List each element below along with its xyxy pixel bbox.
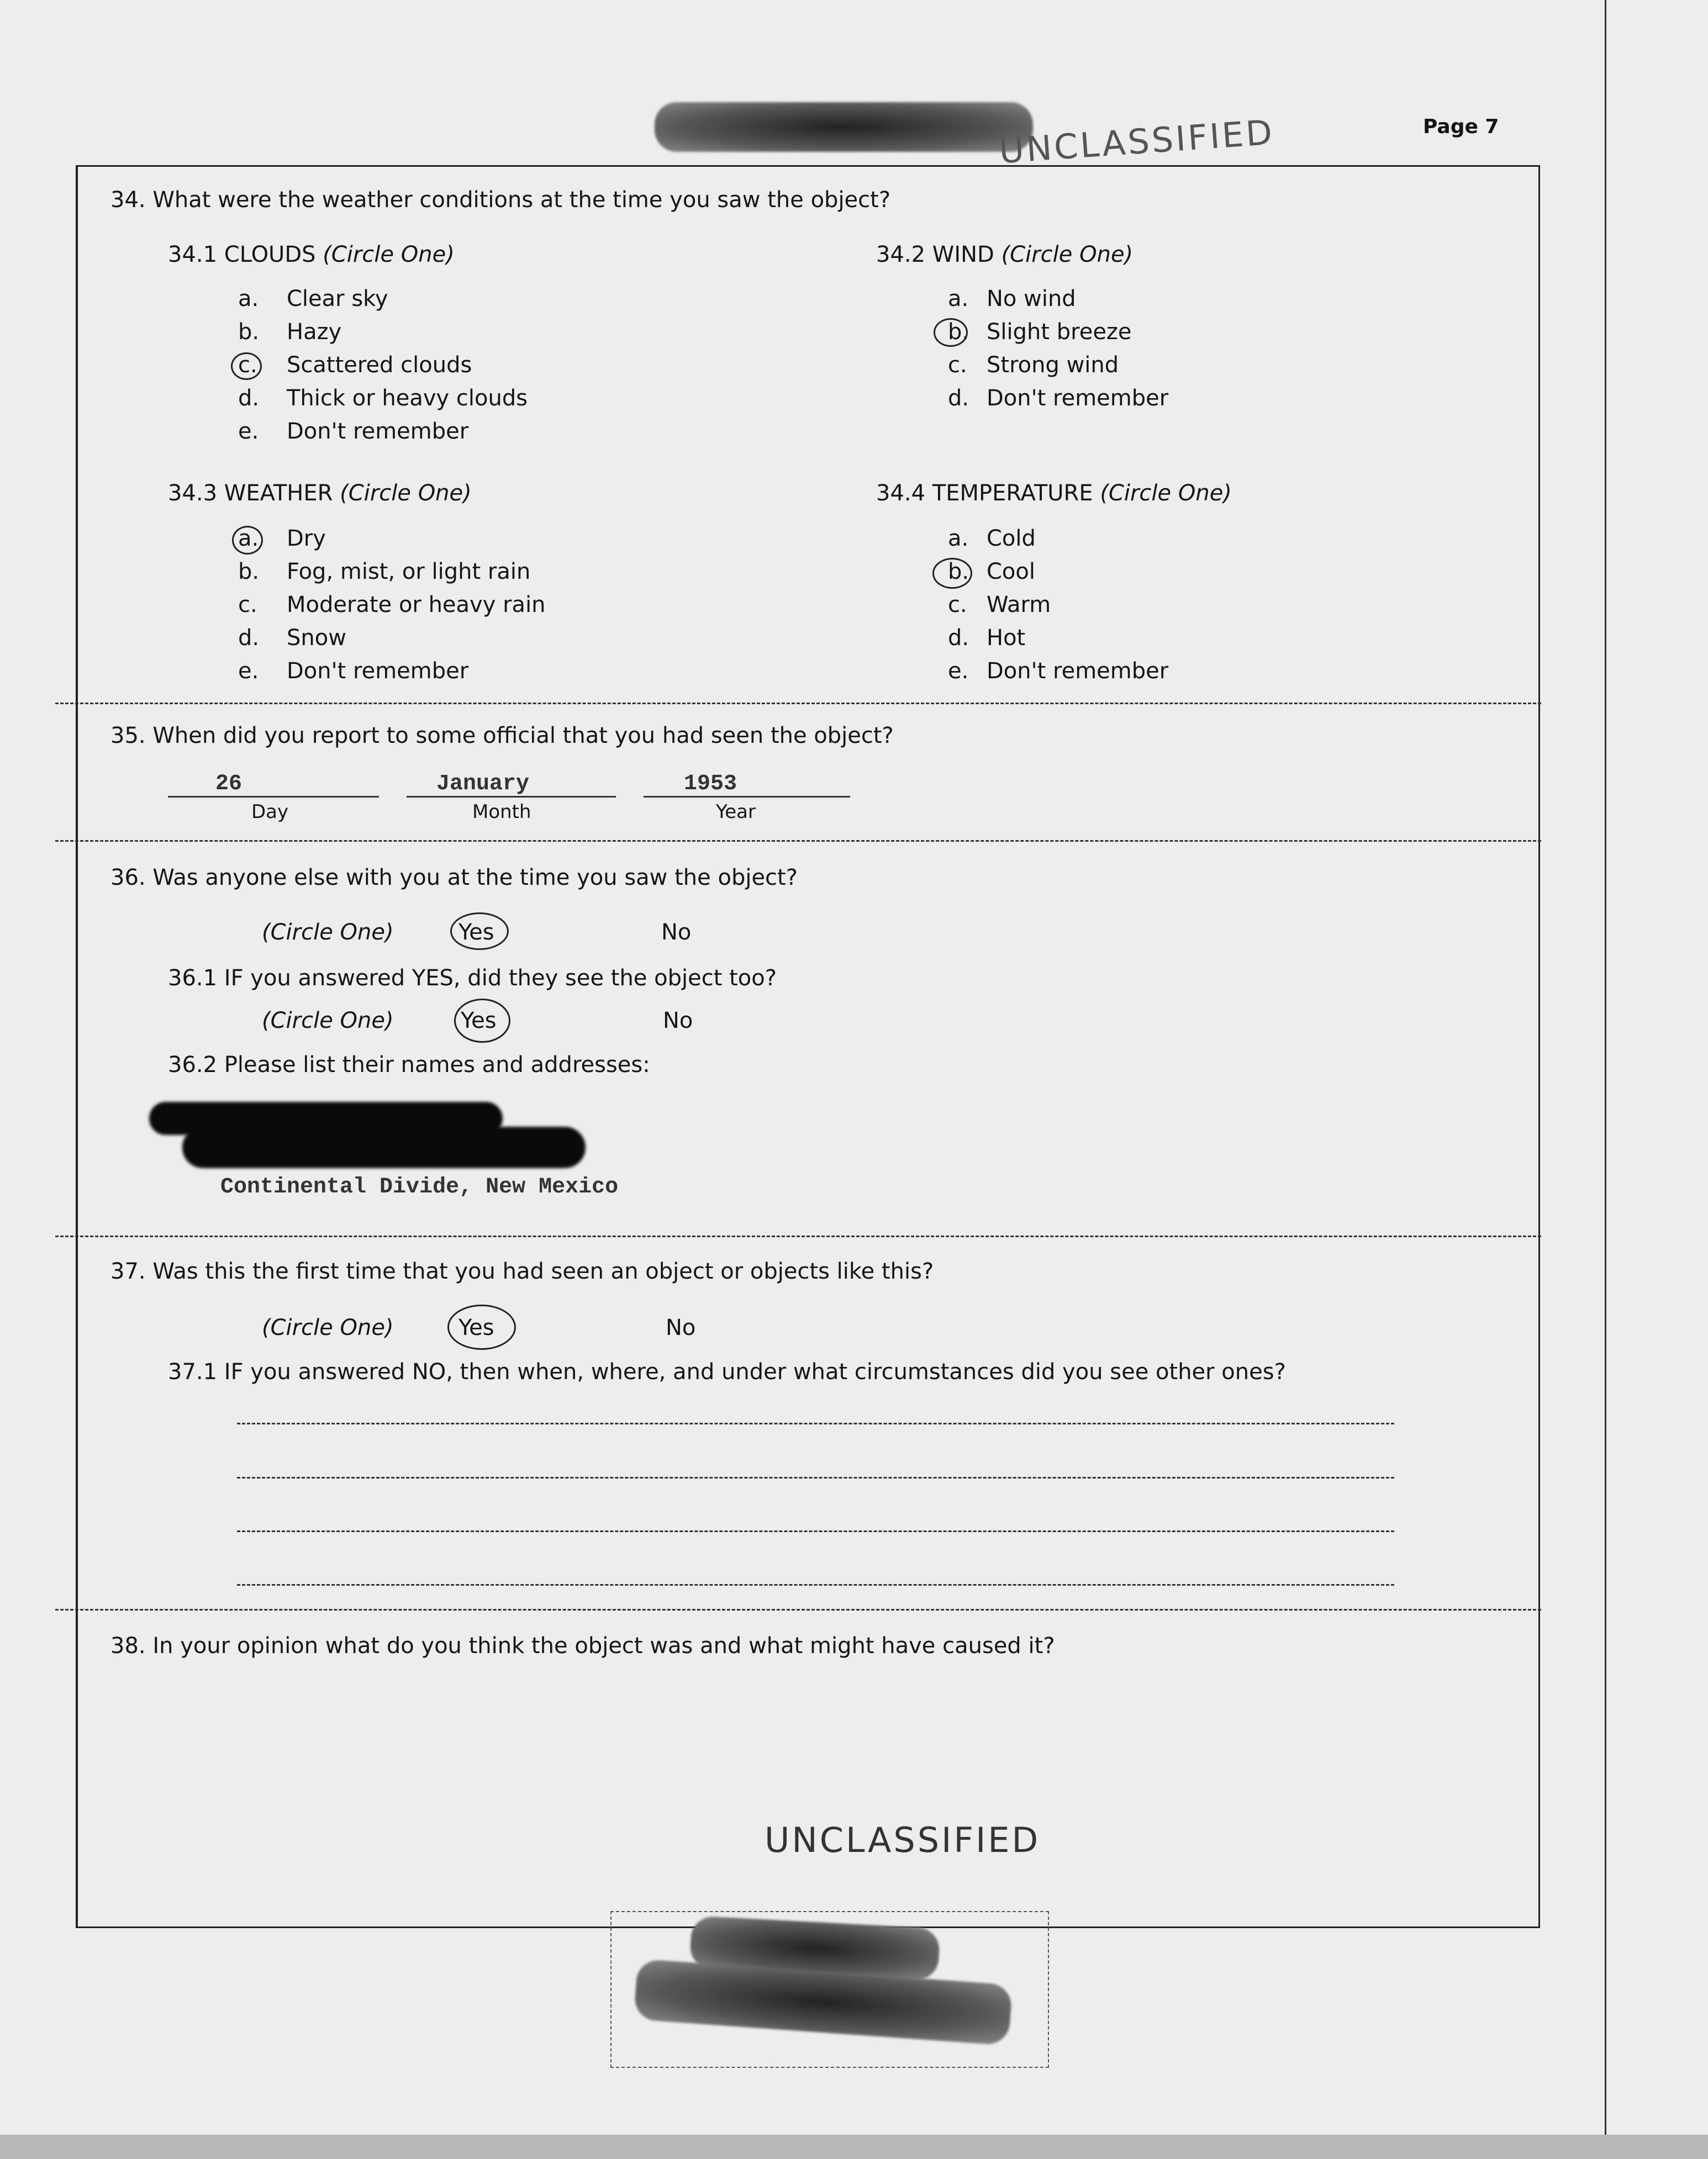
temperature-option-letter: b. [948, 559, 969, 584]
answer-line [237, 1584, 1394, 1586]
q36-1-no: No [663, 1008, 693, 1033]
q37-yes: Yes [458, 1315, 494, 1340]
clouds-option-letter: d. [238, 386, 260, 411]
page-right-edge [1605, 0, 1606, 2135]
clouds-option-letter: e. [238, 419, 259, 444]
clouds-option-text: Hazy [287, 319, 342, 345]
day-label: Day [251, 801, 289, 823]
report-day: 26 [215, 772, 243, 796]
report-year: 1953 [684, 772, 737, 796]
clouds-option-letter: c. [238, 352, 257, 378]
weather-option-letter: b. [238, 559, 260, 584]
clouds-option-text: Scattered clouds [287, 352, 472, 378]
weather-option-text: Don't remember [287, 658, 469, 684]
wind-option-text: Strong wind [987, 352, 1119, 378]
q37-no: No [666, 1315, 696, 1340]
temperature-option-letter: a. [948, 526, 969, 551]
weather-option-text: Moderate or heavy rain [287, 592, 546, 617]
report-month: January [436, 772, 530, 796]
wind-option-letter: b. [948, 319, 969, 345]
temperature-option-letter: c. [948, 592, 967, 617]
wind-option-letter: c. [948, 352, 967, 378]
wind-option-letter: a. [948, 286, 969, 312]
weather-option-letter: e. [238, 658, 259, 684]
question-35: 35. When did you report to some official that you had seen the object? [110, 723, 894, 748]
clouds-option-text: Don't remember [287, 419, 469, 444]
circle-mark-q36-1-yes [454, 999, 510, 1043]
year-label: Year [716, 801, 756, 823]
circle-one-hint: (Circle One) [262, 1008, 394, 1033]
unclassified-stamp-top: UNCLASSIFIED [998, 112, 1276, 172]
circle-one-hint: (Circle One) [262, 920, 394, 945]
temperature-option-text: Cold [987, 526, 1036, 551]
weather-option-text: Dry [287, 526, 326, 551]
circle-mark-q37-yes [447, 1305, 516, 1350]
circle-mark-q36-yes [450, 912, 509, 950]
divider [55, 1236, 1541, 1237]
day-underline [168, 796, 379, 798]
temperature-option-text: Hot [987, 625, 1026, 651]
question-36: 36. Was anyone else with you at the time you saw the object? [110, 865, 798, 890]
temperature-option-text: Don't remember [987, 658, 1169, 684]
wind-option-text: No wind [987, 286, 1076, 312]
wind-heading: 34.2 WIND (Circle One) [876, 242, 1134, 267]
answer-line [237, 1530, 1394, 1532]
temperature-heading: 34.4 TEMPERATURE (Circle One) [876, 481, 1232, 506]
temperature-option-text: Cool [987, 559, 1035, 584]
wind-option-text: Don't remember [987, 386, 1169, 411]
weather-option-letter: d. [238, 625, 260, 651]
temperature-option-text: Warm [987, 592, 1051, 617]
circle-mark-wind-b [934, 318, 968, 347]
circle-mark-clouds-c [231, 352, 262, 380]
circle-one-hint: (Circle One) [262, 1315, 394, 1340]
divider [55, 703, 1541, 704]
q36-no: No [661, 920, 692, 945]
weather-option-letter: a. [238, 526, 259, 551]
answer-line [237, 1423, 1394, 1424]
answer-line [237, 1477, 1394, 1479]
wind-option-letter: d. [948, 386, 969, 411]
circle-mark-weather-a [232, 526, 263, 555]
temperature-option-letter: d. [948, 625, 969, 651]
page-number: Page 7 [1423, 115, 1499, 138]
clouds-option-letter: b. [238, 319, 260, 345]
weather-heading: 34.3 WEATHER (Circle One) [168, 481, 472, 506]
unclassified-stamp-bottom: UNCLASSIFIED [765, 1820, 1041, 1860]
question-37: 37. Was this the first time that you had seen an object or objects like this? [110, 1259, 934, 1284]
clouds-heading: 34.1 CLOUDS (Circle One) [168, 242, 455, 267]
wind-option-text: Slight breeze [987, 319, 1132, 345]
q36-1-yes: Yes [461, 1008, 497, 1033]
question-34: 34. What were the weather conditions at the time you saw the object? [110, 187, 891, 213]
q36-yes: Yes [458, 920, 494, 945]
divider [55, 1609, 1541, 1611]
circle-mark-temperature-b [932, 558, 972, 589]
question-36-2: 36.2 Please list their names and addresses: [168, 1052, 650, 1078]
weather-option-text: Fog, mist, or light rain [287, 559, 531, 584]
bottom-scan-band [0, 2135, 1708, 2159]
question-38: 38. In your opinion what do you think the object was and what might have caused it? [110, 1633, 1055, 1659]
weather-option-text: Snow [287, 625, 346, 651]
divider [55, 840, 1541, 842]
month-underline [407, 796, 616, 798]
year-underline [644, 796, 850, 798]
clouds-option-text: Thick or heavy clouds [287, 386, 528, 411]
clouds-option-text: Clear sky [287, 286, 388, 312]
weather-option-letter: c. [238, 592, 257, 617]
temperature-option-letter: e. [948, 658, 969, 684]
redaction-names [182, 1127, 586, 1168]
redaction-top [655, 102, 1033, 152]
clouds-option-letter: a. [238, 286, 259, 312]
month-label: Month [472, 801, 531, 823]
question-36-1: 36.1 IF you answered YES, did they see the object too? [168, 965, 777, 991]
question-37-1: 37.1 IF you answered NO, then when, where, and under what circumstances did you see other ones? [168, 1359, 1286, 1385]
address-answer: Continental Divide, New Mexico [220, 1175, 619, 1200]
